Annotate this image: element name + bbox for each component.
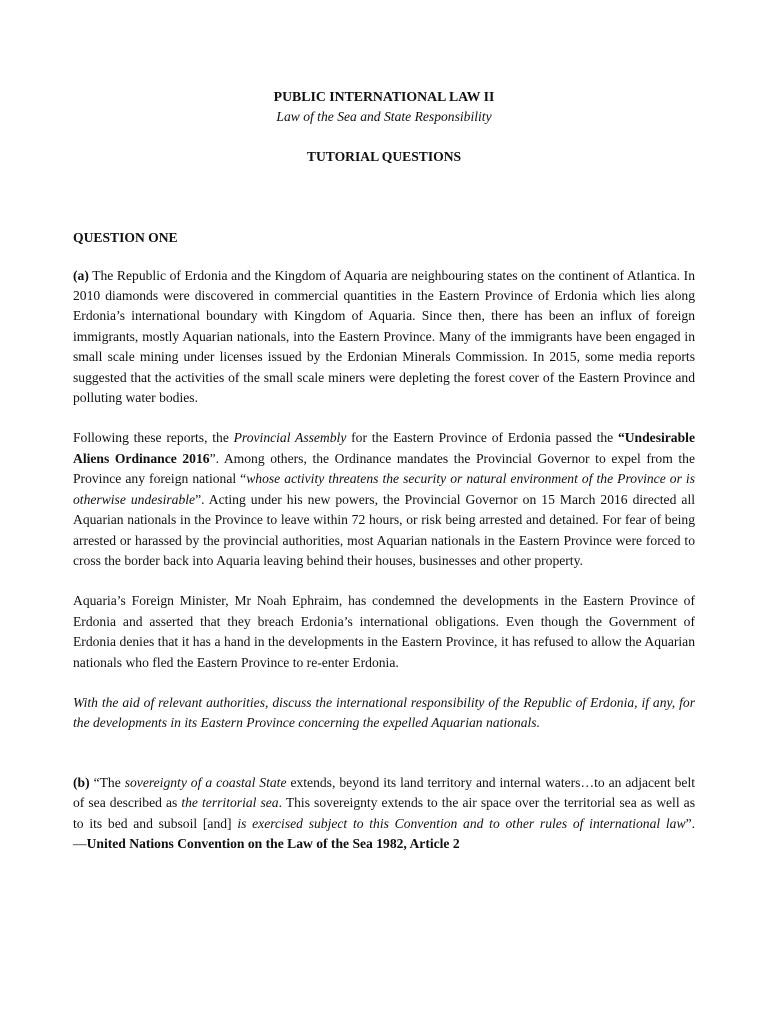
part-b-italic-3: is exercised subject to this Convention and to other rules of international law xyxy=(237,815,686,831)
ordinance-quote: whose activity threatens the security or natural environment of the Province or is otherwise undesirable xyxy=(73,471,695,507)
part-a-paragraph-3: Aquaria’s Foreign Minister, Mr Noah Ephraim, has condemned the developments in the Eastern Province of Erdonia and asserted that they breach Erdonia’s international obligations. Even though the Government of Erdonia denies that it has a hand in the developments in the Eastern Province, it has refused to allow the Aquarian nationals who fled the Eastern Province to re-enter Erdonia. xyxy=(73,593,695,670)
para2-text-a: Following these reports, the xyxy=(73,430,234,446)
course-title: PUBLIC INTERNATIONAL LAW II xyxy=(273,89,495,104)
question-one-heading: QUESTION ONE xyxy=(73,230,178,246)
part-b-italic-1: sovereignty of a coastal State xyxy=(124,774,287,790)
part-a-paragraph-1 xyxy=(73,266,695,409)
part-b-italic-2: the territorial sea xyxy=(181,795,279,811)
part-b-text-1: “The xyxy=(89,774,125,790)
para2-text-c: ”. Among others, the Ordinance mandates the Provincial Governor to expel from the Province any foreign national “ xyxy=(73,450,695,487)
document-header xyxy=(73,87,695,167)
ordinance-name: “Undesirable Aliens Ordinance 2016 xyxy=(73,430,695,466)
document-page xyxy=(73,87,695,854)
course-subtitle: Law of the Sea and State Responsibility xyxy=(276,109,492,125)
provincial-assembly-term: Provincial Assembly xyxy=(233,430,347,446)
part-b-text-7: ”. ― xyxy=(73,815,695,851)
part-b-text-3: extends, beyond its land territory and internal waters…to an adjacent belt of sea described as xyxy=(73,774,695,811)
part-a-paragraph-2 xyxy=(73,428,695,571)
document-type-heading: TUTORIAL QUESTIONS xyxy=(306,148,462,164)
part-a-para1-text: The Republic of Erdonia and the Kingdom of Aquaria are neighbouring states on the continent of Atlantica. In 2010 diamonds were discovered in commercial quantities in the Eastern Province of Erdonia which lies along Erdonia’s international boundary with Kingdom of Aquaria. Since then, there has been an influx of foreign immigrants, mostly Aquarian nationals, into the Eastern Province. Many of the immigrants have been engaged in small scale mining under licenses issued by the Erdonian Minerals Commission. In 2015, some media reports suggested that the activities of the small scale miners were depleting the forest cover of the Eastern Province and polluting water bodies. xyxy=(73,267,695,406)
part-b-label: (b) xyxy=(73,774,90,790)
part-a-label: (a) xyxy=(73,267,89,283)
part-b-text-5: . This sovereignty extends to the air space over the territorial sea as well as to its bed and subsoil [and] xyxy=(73,795,695,831)
para2-text-d: ”. Acting under his new powers, the Provincial Governor on 15 March 2016 directed all Aquarian nationals in the Province to leave within 72 hours, or risk being arrested and detained. For fear of being arrested or harassed by the provincial authorities, most Aquarian nationals in the Eastern Province were forced to cross the border back into Aquaria leaving behind their houses, businesses and other property. xyxy=(73,491,695,568)
unclos-citation: United Nations Convention on the Law of the Sea 1982, Article 2 xyxy=(86,835,460,851)
part-b-paragraph xyxy=(73,773,695,855)
para2-text-b: for the Eastern Province of Erdonia passed the xyxy=(346,430,618,446)
part-a-task: With the aid of relevant authorities, discuss the international responsibility of the Republic of Erdonia, if any, for the developments in its Eastern Province concerning the expelled Aquarian nationals. xyxy=(73,694,695,731)
